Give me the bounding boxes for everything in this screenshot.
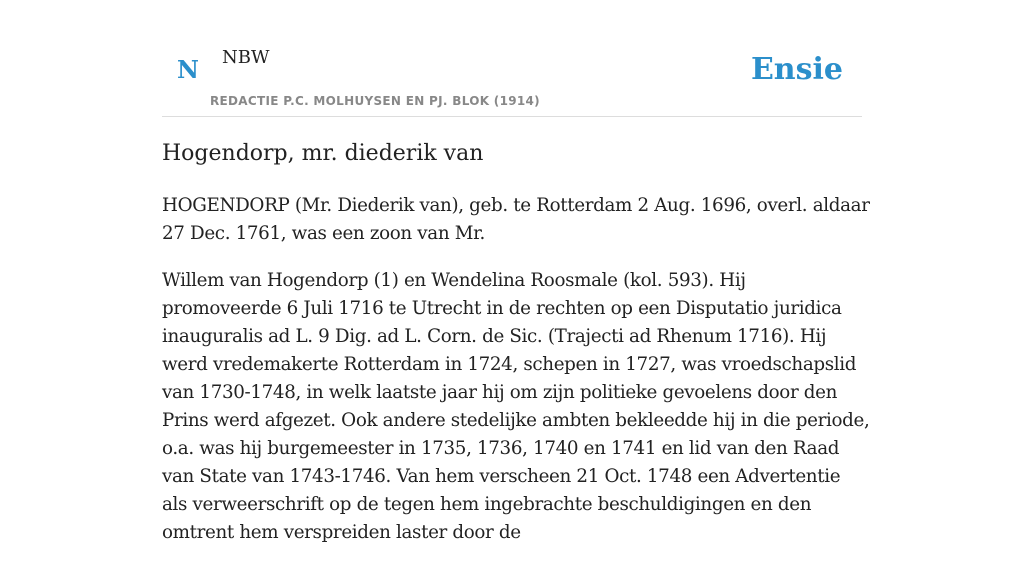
source-name[interactable]: NBW — [222, 47, 270, 68]
source-logo-icon: N — [177, 55, 199, 84]
article-body — [162, 192, 870, 566]
brand-logo-link[interactable]: Ensie — [750, 52, 843, 87]
article-paragraph: HOGENDORP (Mr. Diederik van), geb. te Rotterdam 2 Aug. 1696, overl. aldaar 27 Dec. 1761, was een zoon van Mr. — [162, 195, 870, 244]
article-paragraph: Willem van Hogendorp (1) en Wendelina Roosmale (kol. 593). Hij promoveerde 6 Juli 1716 te Utrecht in de rechten op een Disputatio juridica inauguralis ad L. 9 Dig. ad L. Corn. de Sic. (Trajecti ad Rhenum 1716). Hij werd vredemakerte Rotterdam in 1724, schepen in 1727, was vroedschapslid van 1730-1748, in welk laatste jaar hij om zijn politieke gevoelens door den Prins werd afgezet. Ook andere stedelijke ambten bekleedde hij in die periode, o.a. was hij burgemeester in 1735, 1736, 1740 en 1741 en lid van den Raad van State van 1743-1746. Van hem verscheen 21 Oct. 1748 een Advertentie als verweerschrift op de tegen hem ingebrachte beschuldigingen en den omtrent hem verspreiden laster door de — [162, 270, 870, 543]
source-header — [162, 0, 862, 117]
source-editors: REDACTIE P.C. MOLHUYSEN EN PJ. BLOK (1914) — [210, 94, 540, 108]
article-title: Hogendorp, mr. diederik van — [162, 141, 484, 166]
